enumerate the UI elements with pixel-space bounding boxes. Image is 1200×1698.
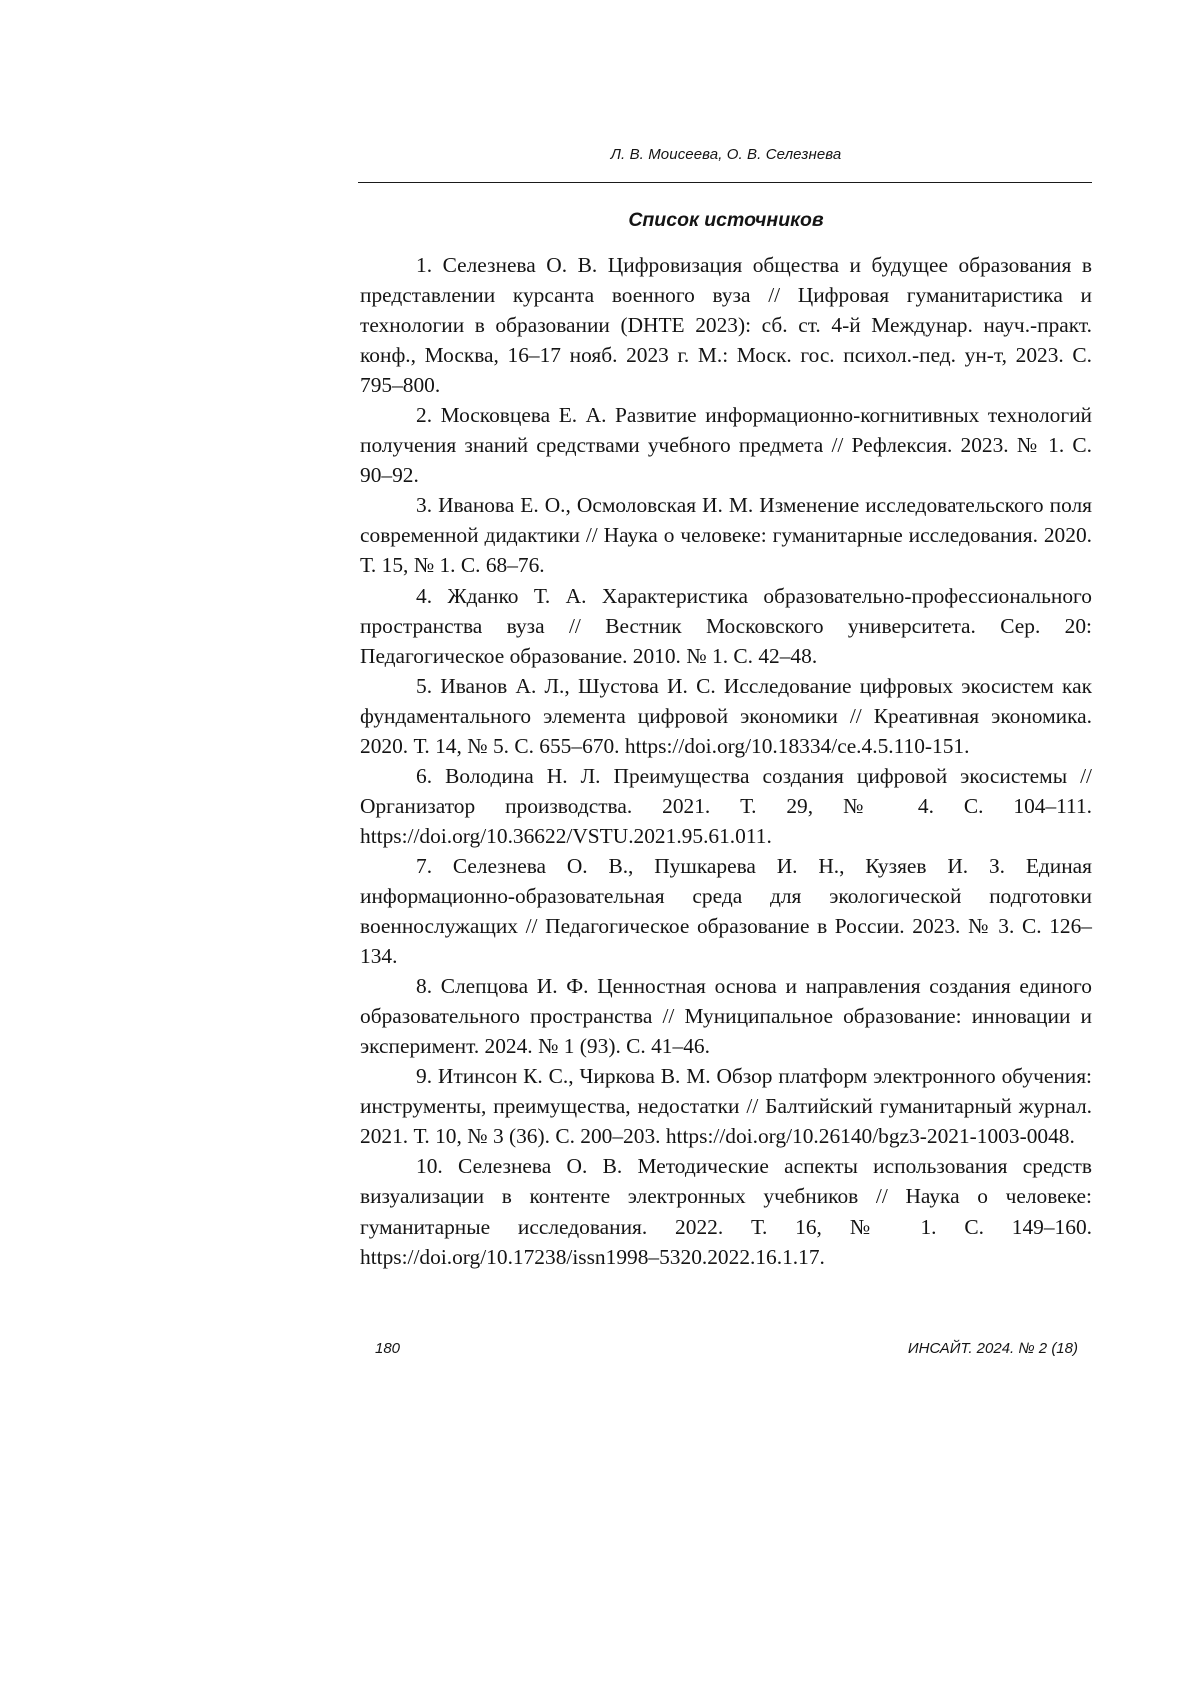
reference-list [360, 250, 1092, 1272]
reference-item-10: 10. Селезнева О. В. Методические аспекты использования средств визуализации в контенте электронных учебников // Наука о человеке: гуманитарные исследования. 2022. Т. 16, № 1. С. 149–160. https://doi.org/10.17238/issn1998–5320.2022.16.1.17. [360, 1151, 1092, 1271]
reference-item-6: 6. Володина Н. Л. Преимущества создания цифровой экосистемы // Организатор производства. 2021. Т. 29, № 4. С. 104–111. https://doi.org/10.36622/VSTU.2021.95.61.011. [360, 761, 1092, 851]
section-title: Список источников [360, 209, 1092, 232]
reference-item-1: 1. Селезнева О. В. Цифровизация общества и будущее образования в представлении курсанта военного вуза // Цифровая гуманитаристика и технологии в образовании (DHTE 2023): сб. ст. 4-й Междунар. науч.-практ. конф., Москва, 16–17 нояб. 2023 г. М.: Моск. гос. психол.-пед. ун-т, 2023. С. 795–800. [360, 250, 1092, 400]
page-number: 180 [375, 1340, 400, 1357]
reference-item-2: 2. Московцева Е. А. Развитие информационно-когнитивных технологий получения знаний средствами учебного предмета // Рефлексия. 2023. № 1. С. 90–92. [360, 400, 1092, 490]
reference-item-9: 9. Итинсон К. С., Чиркова В. М. Обзор платформ электронного обучения: инструменты, преимущества, недостатки // Балтийский гуманитарный журнал. 2021. Т. 10, № 3 (36). С. 200–203. https://doi.org/10.26140/bgz3-2021-1003-0048. [360, 1061, 1092, 1151]
reference-item-5: 5. Иванов А. Л., Шустова И. С. Исследование цифровых экосистем как фундаментального элемента цифровой экономики // Креативная экономика. 2020. Т. 14, № 5. С. 655–670. https://doi.org/10.18334/ce.4.5.110-151. [360, 671, 1092, 761]
reference-item-3: 3. Иванова Е. О., Осмоловская И. М. Изменение исследовательского поля современной дидактики // Наука о человеке: гуманитарные исследования. 2020. Т. 15, № 1. С. 68–76. [360, 490, 1092, 580]
reference-item-4: 4. Жданко Т. А. Характеристика образовательно-профессионального пространства вуза // Вестник Московского университета. Сер. 20: Педагогическое образование. 2010. № 1. С. 42–48. [360, 581, 1092, 671]
running-header-authors: Л. В. Моисеева, О. В. Селезнева [360, 146, 1092, 163]
reference-item-8: 8. Слепцова И. Ф. Ценностная основа и направления создания единого образовательного пространства // Муниципальное образование: инновации и эксперимент. 2024. № 1 (93). С. 41–46. [360, 971, 1092, 1061]
journal-issue: ИНСАЙТ. 2024. № 2 (18) [908, 1340, 1078, 1357]
reference-item-7: 7. Селезнева О. В., Пушкарева И. Н., Кузяев И. З. Единая информационно-образовательная среда для экологической подготовки военнослужащих // Педагогическое образование в России. 2023. № 3. С. 126–134. [360, 851, 1092, 971]
header-divider [358, 182, 1092, 183]
